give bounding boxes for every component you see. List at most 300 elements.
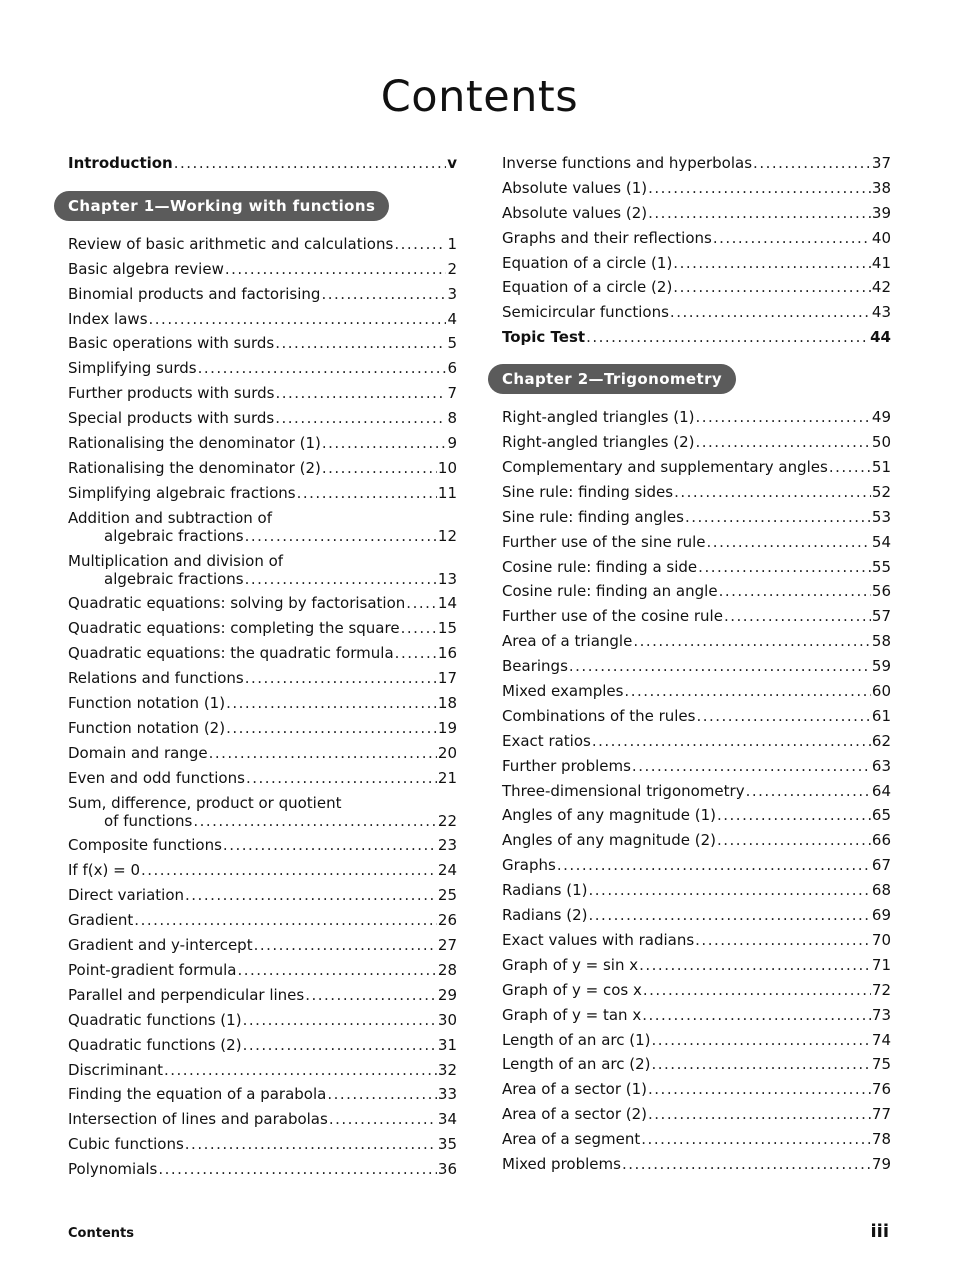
toc-entry[interactable]: [68, 1135, 457, 1153]
toc-entry[interactable]: [68, 1061, 457, 1079]
toc-entry[interactable]: [502, 1130, 891, 1148]
toc-page-number: 11: [437, 483, 457, 502]
toc-entry[interactable]: [502, 1006, 891, 1024]
toc-entry-title: Relations and functions: [68, 669, 244, 688]
toc-entry-title: Area of a segment: [502, 1130, 641, 1149]
dot-leader: [305, 986, 437, 1004]
toc-entry[interactable]: [68, 1011, 457, 1029]
toc-page-number: 36: [437, 1160, 457, 1179]
toc-line: [68, 409, 457, 427]
toc-page-number: 42: [871, 278, 891, 297]
toc-entry[interactable]: [68, 1085, 457, 1103]
toc-page-number: 39: [871, 203, 891, 222]
toc-line: [68, 669, 457, 687]
toc-entry[interactable]: [68, 552, 457, 588]
toc-entry-title: Graph of y = sin x: [502, 955, 639, 974]
dot-leader: [719, 582, 871, 600]
toc-page-number: 71: [871, 955, 891, 974]
toc-page-number: 34: [437, 1110, 457, 1129]
toc-entry-title: Review of basic arithmetic and calculations: [68, 234, 394, 253]
toc-page-number: 55: [871, 557, 891, 576]
toc-entry[interactable]: [68, 1036, 457, 1054]
dot-leader: [246, 769, 437, 787]
toc-page-number: 54: [871, 532, 891, 551]
toc-entry[interactable]: [502, 732, 891, 750]
toc-page-number: 23: [437, 836, 457, 855]
toc-line: [68, 911, 457, 929]
dot-leader: [642, 1006, 871, 1024]
toc-entry[interactable]: [502, 408, 891, 426]
toc-line: [68, 1061, 457, 1079]
toc-line: [502, 856, 891, 874]
toc-line: [502, 533, 891, 551]
dot-leader: [322, 434, 447, 452]
toc-line: [68, 285, 457, 303]
toc-entry[interactable]: [502, 458, 891, 476]
toc-entry[interactable]: [502, 831, 891, 849]
toc-entry-title: Introduction: [68, 154, 173, 172]
dot-leader: [589, 881, 871, 899]
toc-entry-title: algebraic fractions: [104, 526, 244, 545]
toc-entry[interactable]: [68, 836, 457, 854]
toc-entry[interactable]: [502, 154, 891, 172]
toc-entry[interactable]: [68, 861, 457, 879]
toc-line: [502, 757, 891, 775]
toc-line: [502, 806, 891, 824]
toc-entry-title: Angles of any magnitude (2): [502, 831, 716, 850]
dot-leader: [632, 757, 871, 775]
toc-line: [502, 254, 891, 272]
toc-line: [68, 1110, 457, 1128]
toc-entry[interactable]: [68, 1160, 457, 1178]
dot-leader: [226, 694, 437, 712]
toc-entry[interactable]: [68, 1110, 457, 1128]
toc-page-number: 64: [871, 781, 891, 800]
toc-line: [68, 334, 457, 352]
dot-leader: [223, 836, 437, 854]
dot-leader: [673, 254, 871, 272]
toc-entry-title: Right-angled triangles (2): [502, 433, 695, 452]
toc-line: [502, 179, 891, 197]
toc-line: [502, 558, 891, 576]
toc-entry[interactable]: [502, 483, 891, 501]
toc-page-number: 21: [437, 768, 457, 787]
toc-entry[interactable]: [68, 459, 457, 477]
toc-entry[interactable]: [502, 682, 891, 700]
toc-line: [68, 694, 457, 712]
dot-leader: [329, 1110, 437, 1128]
toc-entry[interactable]: [502, 433, 891, 451]
toc-page-number: 56: [871, 582, 891, 601]
toc-entry[interactable]: [68, 285, 457, 303]
toc-page-number: 70: [871, 930, 891, 949]
toc-page-number: 59: [871, 657, 891, 676]
toc-entry[interactable]: [68, 154, 457, 172]
toc-page-number: 35: [437, 1135, 457, 1154]
toc-entry-title: Complementary and supplementary angles: [502, 458, 828, 477]
toc-page-number: 4: [447, 309, 457, 328]
toc-entry-title: Cosine rule: finding an angle: [502, 582, 718, 601]
dot-leader: [164, 1061, 437, 1079]
toc-line: [68, 719, 457, 737]
toc-entry-title: Quadratic equations: completing the square: [68, 619, 400, 638]
toc-line: [68, 644, 457, 662]
toc-entry[interactable]: [502, 508, 891, 526]
toc-page-number: 78: [871, 1130, 891, 1149]
toc-entry[interactable]: [502, 533, 891, 551]
dot-leader: [652, 1055, 871, 1073]
toc-entry-title: Exact ratios: [502, 731, 591, 750]
toc-entry-title: Quadratic functions (1): [68, 1010, 242, 1029]
dot-leader: [401, 619, 437, 637]
toc-line: [502, 278, 891, 296]
dot-leader: [275, 334, 446, 352]
toc-line: [502, 154, 891, 172]
toc-entry-title: Bearings: [502, 657, 568, 676]
toc-entry[interactable]: [68, 694, 457, 712]
dot-leader: [685, 508, 871, 526]
dot-leader: [245, 669, 437, 687]
toc-line: [502, 408, 891, 426]
toc-page-number: 20: [437, 743, 457, 762]
toc-page-number: 72: [871, 980, 891, 999]
toc-page-number: 7: [447, 384, 457, 403]
dot-leader: [648, 179, 871, 197]
dot-leader: [185, 1135, 437, 1153]
toc-line: [502, 1105, 891, 1123]
toc-entry-title: Rationalising the denominator (2): [68, 458, 321, 477]
toc-line: [68, 310, 457, 328]
dot-leader: [185, 886, 437, 904]
dot-leader: [695, 931, 871, 949]
toc-entry-title: Point-gradient formula: [68, 960, 237, 979]
toc-entry[interactable]: [502, 1155, 891, 1173]
toc-entry[interactable]: [68, 911, 457, 929]
toc-entry-title: Index laws: [68, 309, 148, 328]
topic-test-entry[interactable]: [502, 328, 891, 346]
dot-leader: [243, 1036, 437, 1054]
dot-leader: [406, 594, 437, 612]
toc-line: [68, 886, 457, 904]
dot-leader: [713, 229, 871, 247]
toc-line: [502, 483, 891, 501]
toc-entry[interactable]: [68, 986, 457, 1004]
dot-leader: [226, 719, 437, 737]
dot-leader: [322, 459, 437, 477]
dot-leader: [746, 782, 871, 800]
dot-leader: [829, 458, 871, 476]
toc-entry-title: Finding the equation of a parabola: [68, 1085, 327, 1104]
toc-entry[interactable]: [502, 204, 891, 222]
toc-entry-title: Absolute values (2): [502, 203, 648, 222]
toc-entry[interactable]: [68, 384, 457, 402]
dot-leader: [695, 408, 870, 426]
toc-entry-title: Radians (2): [502, 906, 588, 925]
toc-entry-title: Mixed examples: [502, 682, 624, 701]
dot-leader: [624, 682, 870, 700]
toc-entry[interactable]: [68, 235, 457, 253]
toc-entry[interactable]: [68, 744, 457, 762]
toc-page-number: 50: [871, 433, 891, 452]
toc-page-number: 77: [871, 1105, 891, 1124]
toc-entry-title: Mixed problems: [502, 1154, 621, 1173]
toc-entry[interactable]: [502, 1105, 891, 1123]
toc-line: [502, 881, 891, 899]
toc-entry-title: Gradient: [68, 911, 134, 930]
toc-entry-title: Polynomials: [68, 1160, 158, 1179]
toc-entry[interactable]: [502, 179, 891, 197]
toc-entry-title: Further problems: [502, 756, 631, 775]
toc-entry[interactable]: [502, 906, 891, 924]
toc-entry[interactable]: [502, 607, 891, 625]
toc-entry[interactable]: [68, 310, 457, 328]
toc-entry-title: Radians (1): [502, 881, 588, 900]
toc-entry[interactable]: [502, 582, 891, 600]
toc-page-number: 17: [437, 669, 457, 688]
toc-line: [502, 433, 891, 451]
toc-entry-title: Graph of y = tan x: [502, 1005, 642, 1024]
toc-page-number: 41: [871, 253, 891, 272]
toc-entry[interactable]: [68, 594, 457, 612]
page-title: Contents: [380, 72, 579, 122]
toc-entry[interactable]: [68, 619, 457, 637]
toc-entry[interactable]: [502, 981, 891, 999]
toc-entry-title: Sine rule: finding sides: [502, 482, 674, 501]
toc-entry[interactable]: [502, 229, 891, 247]
toc-entry-title: Simplifying surds: [68, 359, 197, 378]
toc-page-number: 68: [871, 881, 891, 900]
toc-line: [68, 594, 457, 612]
toc-line: [502, 303, 891, 321]
toc-line: [502, 1031, 891, 1049]
toc-left-column: [68, 154, 457, 1185]
toc-entry[interactable]: [502, 806, 891, 824]
dot-leader: [245, 527, 437, 545]
toc-line: [68, 961, 457, 979]
toc-line: [502, 1130, 891, 1148]
toc-entry[interactable]: [68, 794, 457, 830]
toc-entry-title-line: Sum, difference, product or quotient: [68, 793, 342, 812]
toc-entry[interactable]: [502, 1055, 891, 1073]
toc-line: [502, 782, 891, 800]
toc-page-number: 6: [447, 359, 457, 378]
dot-leader: [254, 936, 437, 954]
toc-line: [502, 981, 891, 999]
toc-entry-title: Function notation (2): [68, 718, 226, 737]
toc-page-number: 32: [437, 1060, 457, 1079]
toc-entry[interactable]: [502, 707, 891, 725]
toc-page-number: 43: [871, 303, 891, 322]
toc-line: [68, 986, 457, 1004]
toc-line: [68, 359, 457, 377]
toc-entry[interactable]: [68, 769, 457, 787]
dot-leader: [394, 235, 446, 253]
toc-line: [68, 812, 457, 830]
toc-page-number: 44: [870, 328, 891, 347]
dot-leader: [592, 732, 871, 750]
toc-page-number: 66: [871, 831, 891, 850]
dot-leader: [695, 433, 870, 451]
toc-entry-title: Graphs and their reflections: [502, 228, 712, 247]
toc-entry[interactable]: [68, 644, 457, 662]
dot-leader: [243, 1011, 437, 1029]
dot-leader: [141, 861, 437, 879]
dot-leader: [275, 409, 446, 427]
toc-line: [68, 1085, 457, 1103]
toc-entry-title: Right-angled triangles (1): [502, 408, 695, 427]
toc-entry[interactable]: [502, 657, 891, 675]
toc-entry-title: Binomial products and factorising: [68, 284, 321, 303]
toc-page-number: 18: [437, 694, 457, 713]
toc-entry-title: Special products with surds: [68, 409, 275, 428]
toc-line: [68, 836, 457, 854]
toc-page-number: 10: [437, 458, 457, 477]
toc-page-number: 69: [871, 906, 891, 925]
toc-page-number: 8: [447, 409, 457, 428]
toc-entry[interactable]: [502, 1080, 891, 1098]
toc-entry-title: Combinations of the rules: [502, 706, 696, 725]
toc-entry[interactable]: [502, 303, 891, 321]
toc-entry[interactable]: [502, 856, 891, 874]
toc-entry-title: Cosine rule: finding a side: [502, 557, 698, 576]
toc-page-number: 9: [447, 434, 457, 453]
toc-entry[interactable]: [68, 409, 457, 427]
toc-page-number: 27: [437, 936, 457, 955]
toc-line: [502, 1080, 891, 1098]
toc-entry-title: Absolute values (1): [502, 178, 648, 197]
toc-line: [68, 527, 457, 545]
dot-leader: [158, 1160, 437, 1178]
toc-page-number: 25: [437, 886, 457, 905]
dot-leader: [198, 359, 447, 377]
toc-entry[interactable]: [502, 278, 891, 296]
toc-entry[interactable]: [502, 1031, 891, 1049]
toc-page-number: 5: [447, 334, 457, 353]
dot-leader: [643, 981, 871, 999]
toc-entry-title: Graph of y = cos x: [502, 980, 642, 999]
toc-entry[interactable]: [502, 757, 891, 775]
toc-entry[interactable]: [68, 509, 457, 545]
toc-page-number: 79: [871, 1154, 891, 1173]
toc-entry[interactable]: [68, 669, 457, 687]
toc-entry-title: Three-dimensional trigonometry: [502, 781, 745, 800]
toc-page-number: 67: [871, 856, 891, 875]
toc-entry-title: Domain and range: [68, 743, 208, 762]
dot-leader: [245, 570, 437, 588]
dot-leader: [707, 533, 871, 551]
toc-entry[interactable]: [68, 719, 457, 737]
toc-entry[interactable]: [68, 484, 457, 502]
dot-leader: [622, 1155, 871, 1173]
toc-line: [502, 657, 891, 675]
toc-entry-title: Further use of the cosine rule: [502, 607, 723, 626]
toc-line: [502, 204, 891, 222]
toc-line: [502, 682, 891, 700]
toc-entry[interactable]: [68, 359, 457, 377]
toc-entry-title: Equation of a circle (1): [502, 253, 673, 272]
toc-page-number: 26: [437, 911, 457, 930]
dot-leader: [209, 744, 437, 762]
toc-line: [502, 607, 891, 625]
toc-line: [502, 632, 891, 650]
toc-entry[interactable]: [502, 881, 891, 899]
dot-leader: [717, 831, 871, 849]
toc-entry-title: Quadratic equations: solving by factorisation: [68, 594, 406, 613]
chapter-heading: Chapter 2—Trigonometry: [488, 364, 736, 394]
dot-leader: [134, 911, 437, 929]
toc-page-number: 2: [447, 259, 457, 278]
toc-page-number: 31: [437, 1035, 457, 1054]
dot-leader: [753, 154, 871, 172]
toc-line: [502, 508, 891, 526]
toc-entry[interactable]: [502, 254, 891, 272]
toc-page-number: 3: [447, 284, 457, 303]
toc-page-number: 76: [871, 1080, 891, 1099]
toc-page-number: 28: [437, 960, 457, 979]
toc-entry[interactable]: [68, 936, 457, 954]
toc-line: [68, 154, 457, 172]
toc-page-number: 62: [871, 731, 891, 750]
toc-entry-title: Sine rule: finding angles: [502, 507, 684, 526]
toc-line: [502, 1155, 891, 1173]
toc-entry[interactable]: [502, 632, 891, 650]
toc-page-number: 14: [437, 594, 457, 613]
toc-line: [502, 956, 891, 974]
toc-entry[interactable]: [68, 886, 457, 904]
toc-page-number: 57: [871, 607, 891, 626]
toc-entry[interactable]: [502, 931, 891, 949]
toc-page-number: 61: [871, 706, 891, 725]
toc-line: [68, 1036, 457, 1054]
toc-right-column: [502, 154, 891, 1180]
toc-page-number: 38: [871, 178, 891, 197]
toc-page-number: 52: [871, 482, 891, 501]
toc-page-number: v: [447, 154, 457, 172]
toc-entry-title: Quadratic equations: the quadratic formula: [68, 644, 394, 663]
dot-leader: [670, 303, 871, 321]
toc-line: [68, 235, 457, 253]
toc-entry[interactable]: [68, 961, 457, 979]
toc-page-number: 49: [871, 408, 891, 427]
toc-entry[interactable]: [502, 782, 891, 800]
toc-page-number: 58: [871, 632, 891, 651]
toc-page-number: 37: [871, 154, 891, 172]
toc-line: [502, 229, 891, 247]
toc-entry-title: Inverse functions and hyperbolas: [502, 154, 753, 172]
footer-page-number: iii: [870, 1221, 889, 1242]
toc-entry[interactable]: [68, 434, 457, 452]
toc-entry[interactable]: [68, 334, 457, 352]
toc-entry-title: Area of a sector (2): [502, 1105, 648, 1124]
toc-line: [68, 769, 457, 787]
dot-leader: [327, 1085, 437, 1103]
toc-line: [68, 570, 457, 588]
toc-entry-title: Exact values with radians: [502, 930, 695, 949]
toc-line: [502, 732, 891, 750]
dot-leader: [237, 961, 436, 979]
toc-entry[interactable]: [502, 956, 891, 974]
toc-entry-title: If f(x) = 0: [68, 861, 140, 880]
dot-leader: [648, 1105, 871, 1123]
toc-line: [68, 861, 457, 879]
toc-entry[interactable]: [68, 260, 457, 278]
toc-line: [68, 434, 457, 452]
dot-leader: [557, 856, 871, 874]
toc-entry[interactable]: [502, 558, 891, 576]
toc-entry-title: Discriminant: [68, 1060, 163, 1079]
toc-line: [68, 619, 457, 637]
toc-page-number: 24: [437, 861, 457, 880]
